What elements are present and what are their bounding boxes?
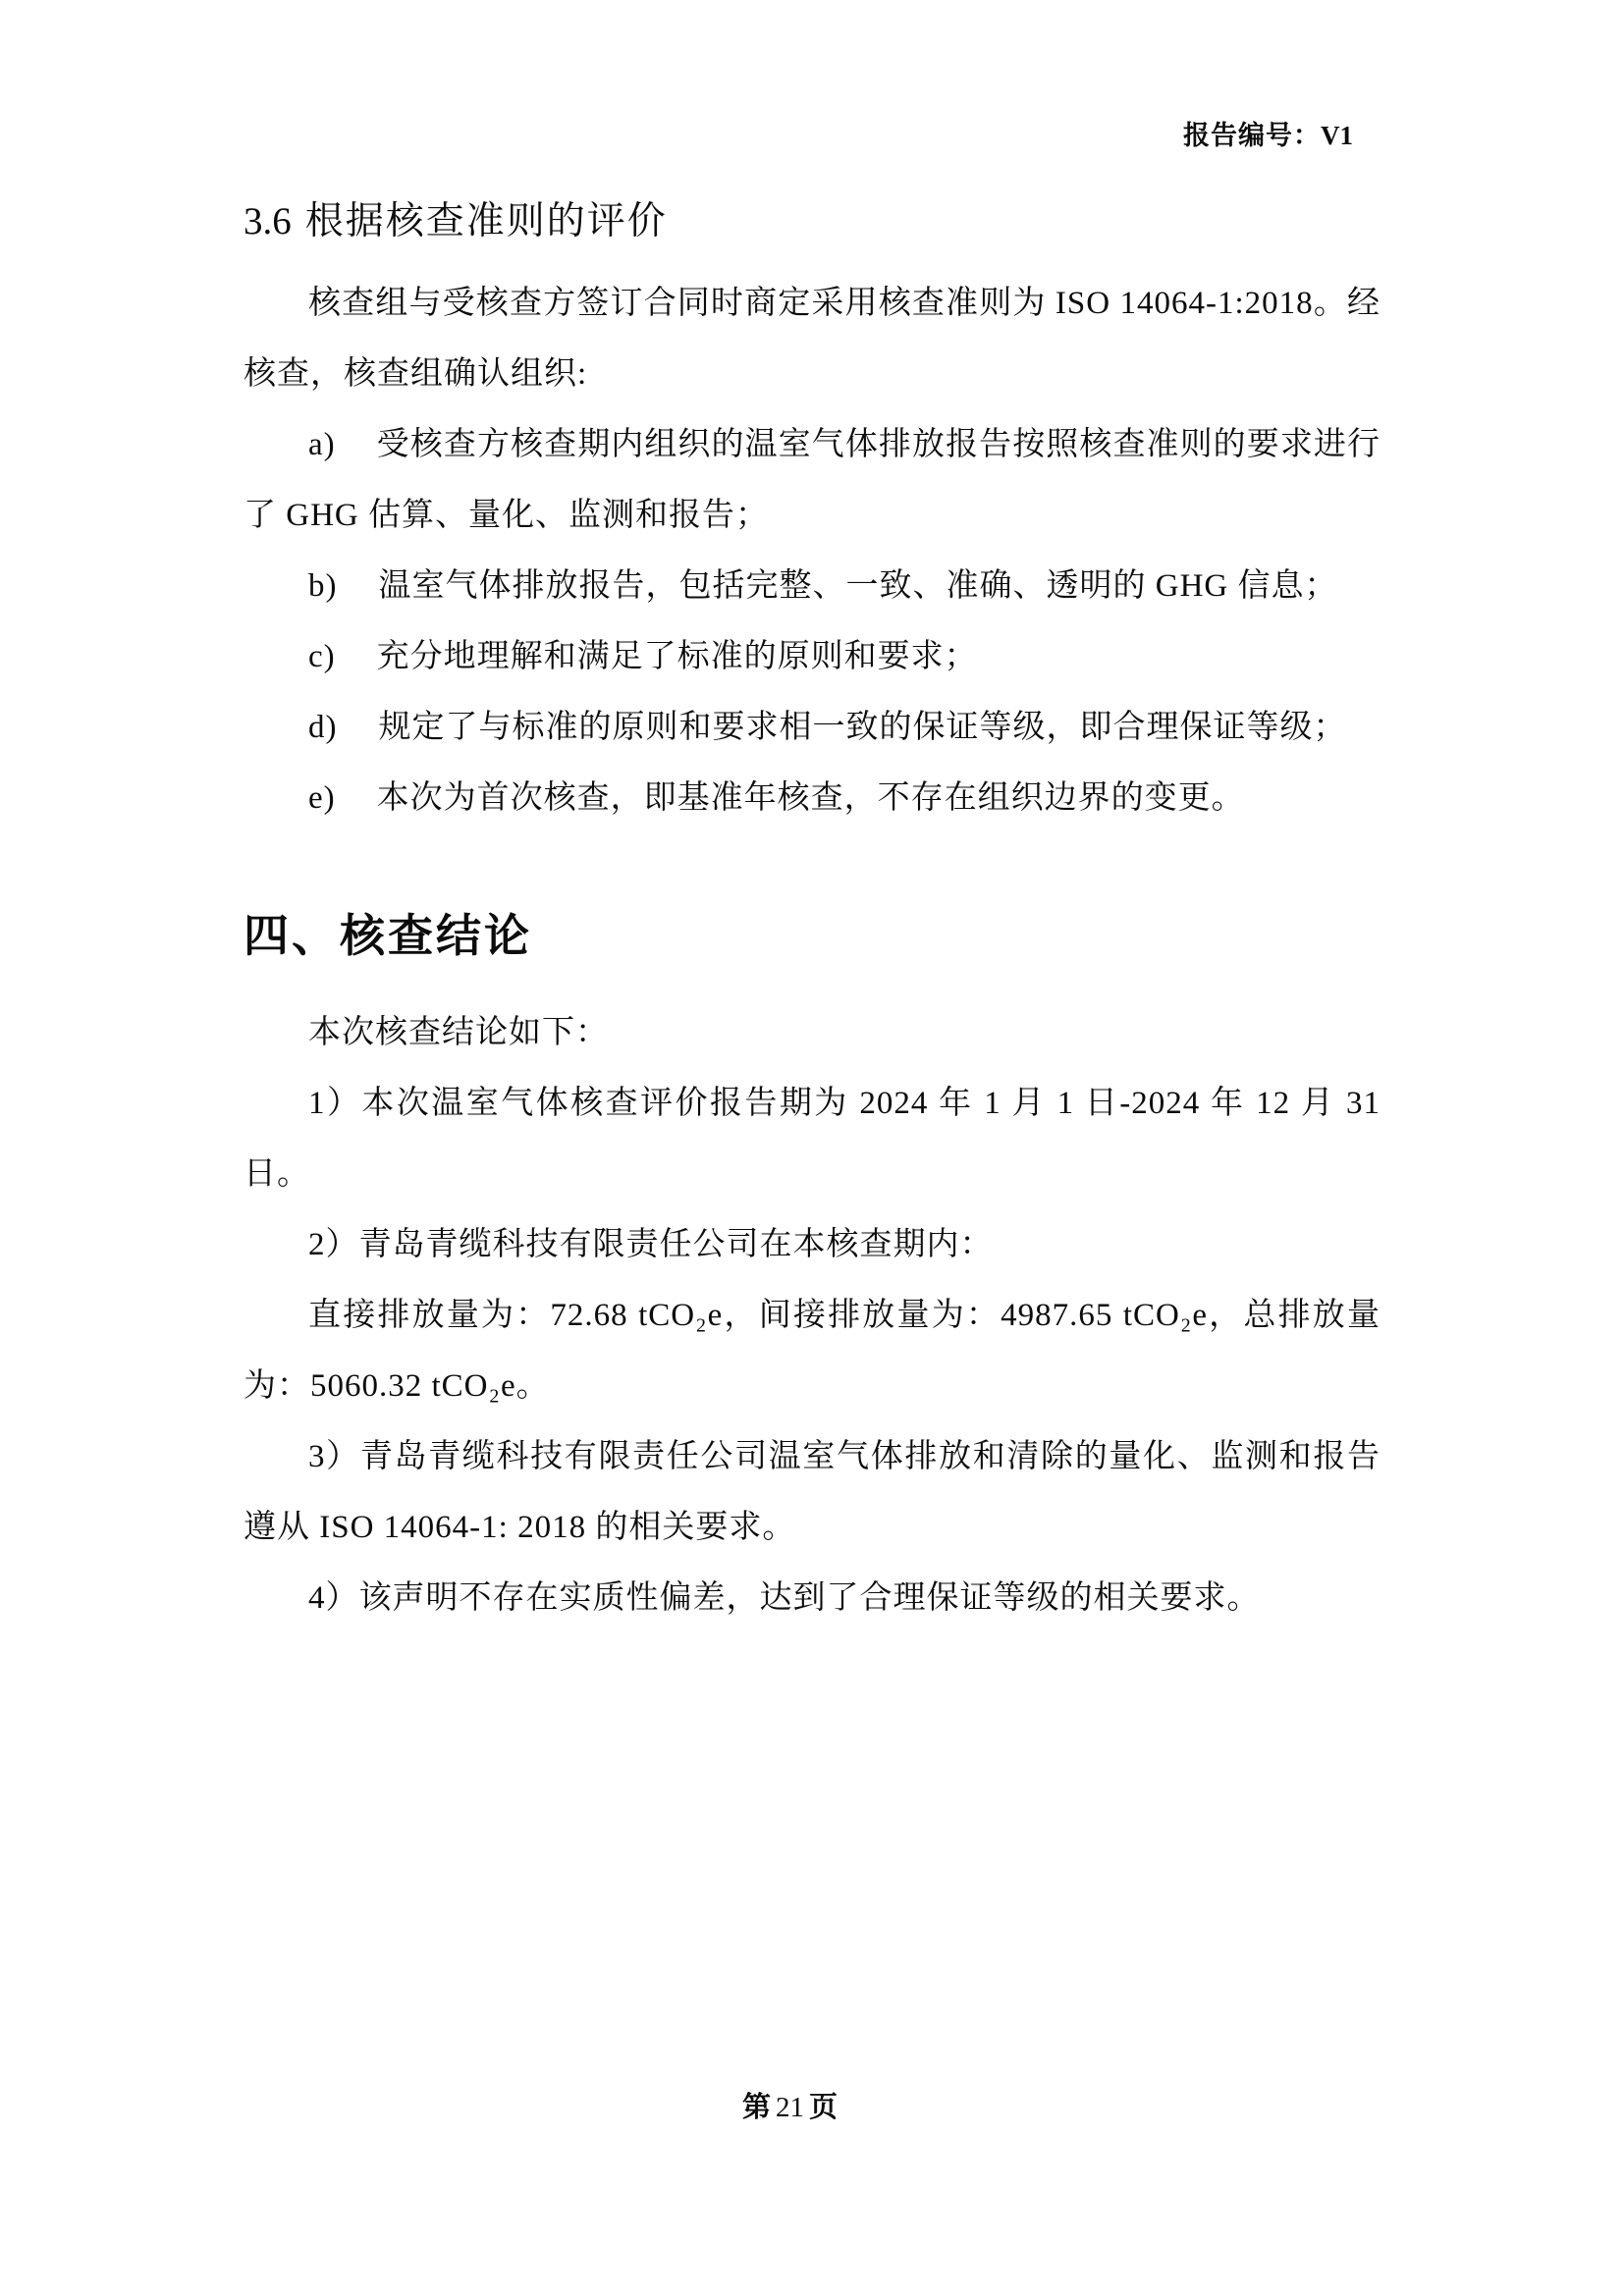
- page-footer: [742, 2085, 838, 2125]
- section-3-6-number: 3.6: [244, 200, 292, 242]
- page-number-suffix: 页: [809, 2092, 839, 2123]
- page-number: 21: [776, 2092, 805, 2123]
- list-item-b-text: 温室气体排放报告，包括完整、一致、准确、透明的 GHG 信息；: [378, 568, 1338, 604]
- list-item-e-label: e): [308, 780, 336, 816]
- conclusion-3: 3）青岛青缆科技有限责任公司温室气体排放和清除的量化、监测和报告遵从 ISO 14064-1: 2018 的相关要求。: [244, 1439, 1380, 1545]
- section-3-6-intro: 核查组与受核查方签订合同时商定采用核查准则为 ISO 14064-1:2018。经核查，核查组确认组织:: [244, 286, 1380, 392]
- conclusion-1: 1）本次温室气体核查评价报告期为 2024 年 1 月 1 日-2024 年 12 月 31 日。: [244, 1086, 1380, 1192]
- list-item-d-label: d): [308, 710, 338, 745]
- section-3-6-title: 根据核查准则的评价: [304, 200, 668, 242]
- page-number-prefix: 第: [742, 2092, 772, 2123]
- report-number-label: 报告编号：: [1183, 121, 1321, 150]
- list-item-a-label: a): [308, 427, 336, 462]
- list-item-b: [244, 551, 1380, 621]
- list-item-d: [244, 692, 1380, 763]
- conclusion-emissions: 直接排放量为：72.68 tCO₂e，间接排放量为：4987.65 tCO₂e，总排放量为：5060.32 tCO₂e。: [244, 1298, 1380, 1404]
- conclusion-4: 4）该声明不存在实质性偏差，达到了合理保证等级的相关要求。: [308, 1580, 1261, 1616]
- list-item-c: [244, 621, 1380, 692]
- conclusion-2: 2）青岛青缆科技有限责任公司在本核查期内：: [308, 1227, 994, 1262]
- list-item-e: [244, 763, 1380, 833]
- list-item-e-text: 本次为首次核查，即基准年核查，不存在组织边界的变更。: [376, 780, 1245, 816]
- document-body: [244, 0, 1380, 1633]
- list-item-a-text: 受核查方核查期内组织的温室气体排放报告按照核查准则的要求进行了 GHG 估算、量化、监测和报告；: [244, 427, 1380, 533]
- section-4-heading: 四、核查结论: [244, 911, 532, 961]
- list-item-c-text: 充分地理解和满足了标准的原则和要求；: [376, 639, 978, 674]
- list-item-b-label: b): [308, 568, 338, 604]
- list-item-d-text: 规定了与标准的原则和要求相一致的保证等级，即合理保证等级；: [378, 710, 1347, 745]
- section-3-6-heading: [244, 198, 1380, 244]
- section-4-intro: 本次核查结论如下：: [308, 1015, 609, 1050]
- report-number-value: V1: [1321, 121, 1353, 150]
- list-item-a: [244, 409, 1380, 551]
- list-item-c-label: c): [308, 639, 336, 674]
